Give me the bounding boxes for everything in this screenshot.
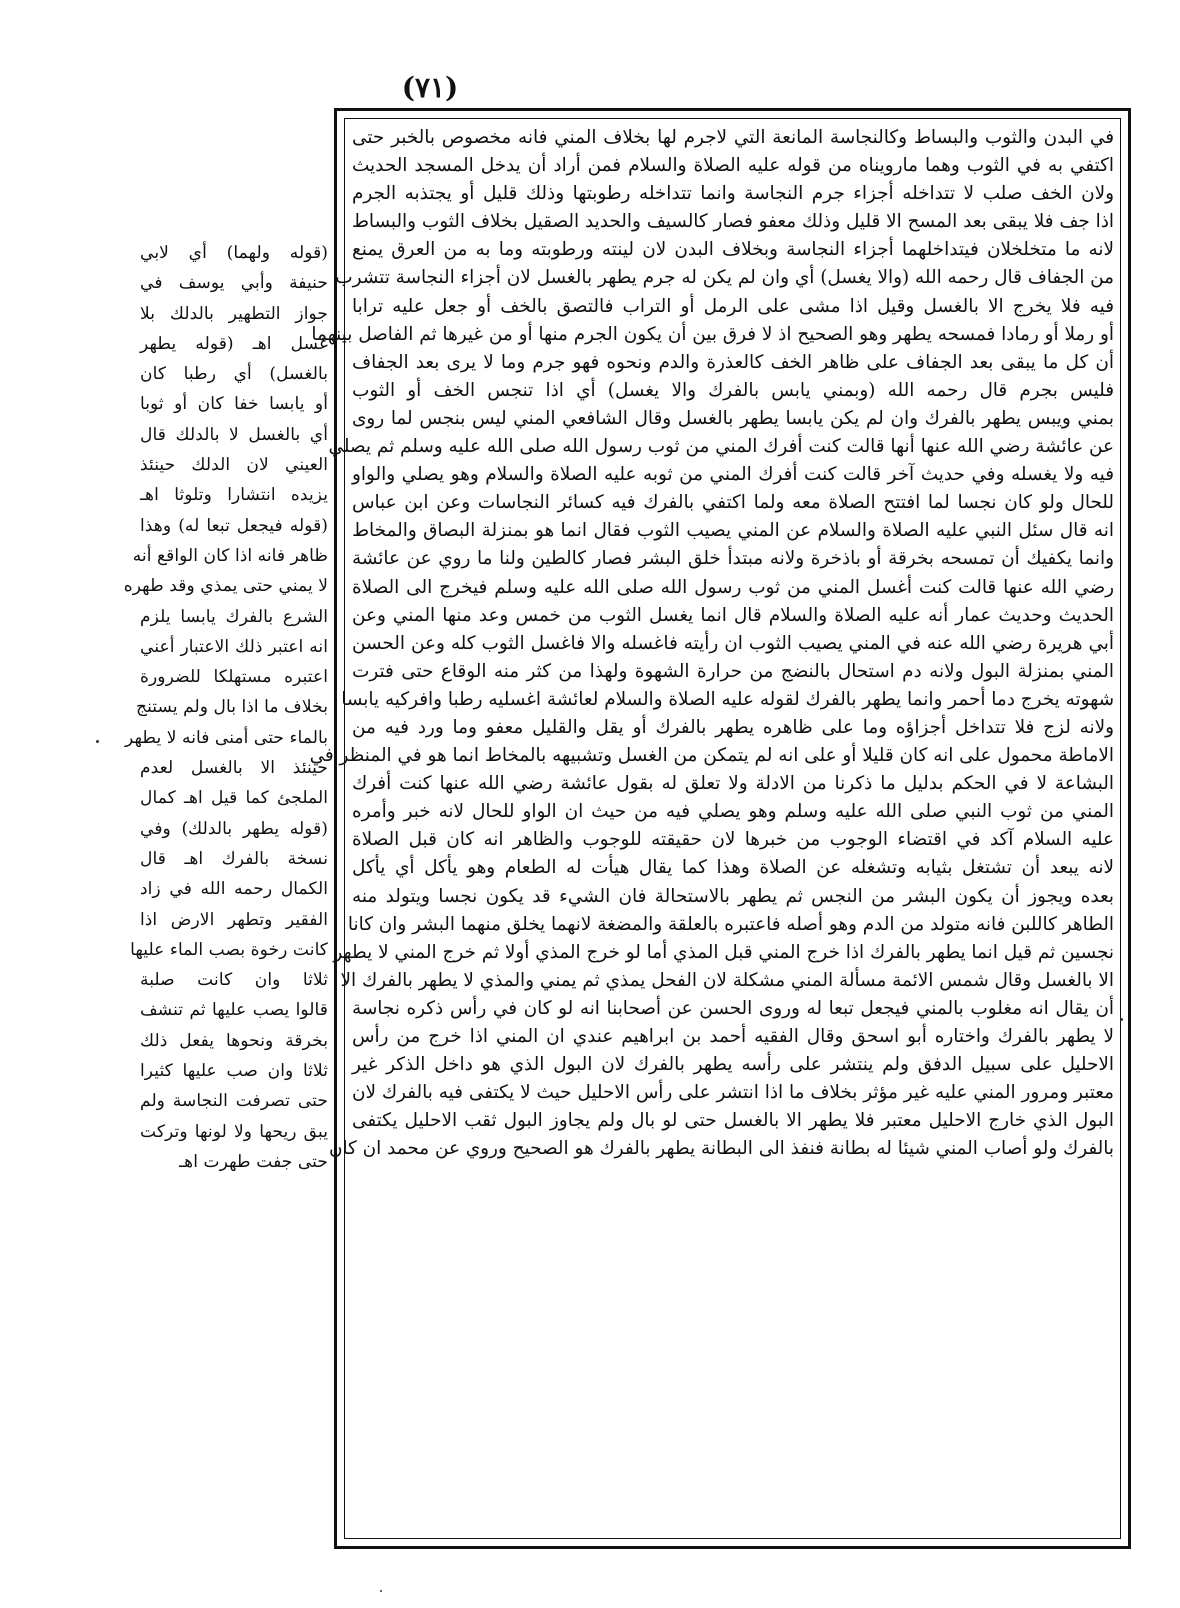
margin-note-line: اعتبره مستهلكا للضرورة — [140, 667, 328, 688]
main-text-line: البشاعة لا في الحكم بدليل ما ذكرنا من الادلة ولا تعلق له بقول عائشة رضي الله عنها كنت أفرك — [352, 773, 1114, 795]
main-text-line: فليس بجرم قال رحمه الله (وبمني يابس بالفرك والا يغسل) أي اذا تنجس الخف أو الثوب — [352, 379, 1114, 401]
main-text-line: الاماطة محمول على انه كان قليلا أو على انه لم يتمكن من الغسل وتشبيهه بالمخاط انما هو في المنظر في — [309, 745, 1114, 767]
margin-note-line: غسل اهـ (قوله يطهر — [140, 333, 328, 354]
main-text-line: عن عائشة رضي الله عنها أنها قالت كنت أفرك المني من ثوب رسول الله صلى الله عليه وسلم ثم يصلي — [328, 436, 1114, 458]
main-text-line: البول الذي خارج الاحليل معتبر فلا يطهر الا بالغسل حتى لو بال ولم يجاوز البول ثقب الاحليل يكتفى — [352, 1110, 1114, 1132]
margin-note-line: حتى جفت طهرت اهـ — [179, 1151, 328, 1172]
main-text-line: نجسين ثم قيل انما يطهر بالفرك اذا خرج المني قبل المذي أما لو خرج المذي أولا ثم خرج المني لا يطهر — [333, 941, 1114, 963]
margin-note-line: الملجئ كما قيل اهـ كمال — [140, 788, 328, 809]
main-text-line: شهوته يخرج دما أحمر وانما يطهر بالفرك لقوله عليه الصلاة والسلام لعائشة اغسليه رطبا وافركيه يابسا — [341, 688, 1114, 710]
margin-note-line: بخرقة ونحوها يفعل ذلك — [140, 1030, 328, 1051]
main-text-line: الحديث وحديث عمار أنه عليه الصلاة والسلام قال انما يغسل الثوب من خمس وعد منها المني وعن — [352, 604, 1114, 626]
main-text-line: فيه فلا يخرج الا بالغسل وقيل اذا مشى على الرمل أو التراب فالتصق بالخف أو جعل عليه ترابا — [352, 295, 1114, 317]
margin-note-line: انه اعتبر ذلك الاعتبار أعني — [140, 636, 328, 657]
margin-note-line: الكمال رحمه الله في زاد — [140, 879, 328, 900]
margin-note-line: يزيده انتشارا وتلوثا اهـ — [140, 485, 328, 506]
main-text-line: فيه ولا يغسله وفي حديث آخر قالت كنت أفرك المني من ثوبه عليه الصلاة والسلام وهو يصلي والواو — [352, 464, 1114, 486]
main-text-line: الطاهر كاللبن فانه متولد من الدم وهو أصله فاعتبره بالعلقة والمضغة لانهما يخلق منهما البشر وان كانا — [347, 913, 1114, 935]
margin-note-line: ظاهر فانه اذا كان الواقع أنه — [132, 545, 328, 566]
main-text-line: لانه ما متخلخلان فيتداخلهما أجزاء النجاسة وبخلاف البدن لان لينته ورطوبته وما به من العرق يمنع — [352, 239, 1114, 261]
margin-note-line: (قوله فيجعل تبعا له) وهذا — [140, 515, 328, 536]
main-text-line: للحال ولو كان نجسا لما افتتح الصلاة معه ولما اكتفي بالفرك فيه كسائر النجاسات وعن ابن عباس — [352, 492, 1114, 514]
main-text-line: بمني ويبس يطهر بالفرك وان لم يكن يابسا يطهر بالغسل وقال الشافعي المني ليس بنجس لما روى — [352, 407, 1114, 429]
margin-note-line: حينئذ الا بالغسل لعدم — [140, 758, 328, 779]
margin-note-line: نسخة بالفرك اهـ قال — [140, 848, 328, 869]
margin-note-line: بالماء حتى أمنى فانه لا يطهر — [124, 727, 328, 748]
margin-note-line: يبق ريحها ولا لونها وتركت — [140, 1121, 328, 1142]
margin-note-line: بالغسل) أي رطبا كان — [140, 364, 328, 385]
main-text-line: أو رملا أو رمادا فمسحه يطهر وهو الصحيح اذ لا فرق بين أن يكون الجرم منها أو من غيرها ثم الفاصل بينهما — [311, 323, 1114, 345]
margin-note-line: (قوله يطهر بالدلك) وفي — [140, 818, 328, 839]
main-text-line: المني من ثوب النبي صلى الله عليه وسلم وهو يصلي فيه من حيث ان الواو للحال لانه خبر وأمره — [352, 801, 1114, 823]
marginal-commentary — [123, 238, 328, 1172]
main-text-line: أبي هريرة رضي الله عنه في المني يصيب الثوب ان رأيته فاغسله والا فاغسل الثوب كله وعن الحسن — [352, 632, 1114, 654]
margin-note-line: قالوا يصب عليها ثم تنشف — [140, 1000, 328, 1021]
main-text-line: رضي الله عنها قالت كنت أغسل المني من ثوب رسول الله صلى الله عليه وسلم فيخرج الى الصلاة — [352, 576, 1114, 598]
main-text-line: بالفرك ولو أصاب المني شيئا له بطانة فنفذ الى البطانة يطهر بالفرك هو الصحيح وروي عن محمد ان كان — [328, 1138, 1114, 1160]
margin-note-line: ثلاثا وان صب عليها كثيرا — [140, 1061, 328, 1082]
main-text-line: المني بمنزلة البول ولانه دم استحال بالنضج من حرارة الشهوة ولهذا من كثر منه الوقاع حتى فترت — [352, 660, 1114, 682]
main-text-line: معتبر ومرور المني عليه غير مؤثر بخلاف ما اذا انتشر على رأس الاحليل حيث لا يكتفى فيه بالفرك لان — [352, 1082, 1114, 1104]
margin-note-line: حتى تصرفت النجاسة ولم — [140, 1091, 328, 1112]
main-text-line: ولان الخف صلب لا تتداخله أجزاء جرم النجاسة وانما تتداخله رطوبتها وذلك قليل أو يجتذبه الجرم — [352, 183, 1114, 205]
main-text-line: الا بالغسل وقال شمس الائمة مسألة المني مشكلة لان الفحل يمذي ثم يمني والمذي لا يطهر بالفرك الا — [340, 969, 1114, 991]
main-text-line: وانما يكفيك أن تمسحه بخرقة أو باذخرة ولانه مبتدأ خلق البشر فصار كالطين ولنا ما روي عن عائشة — [352, 548, 1114, 570]
main-text-line: ولانه لزج فلا تتداخل أجزاؤه وما على ظاهره يطهر بالفرك أو يقل والقليل معفو وما ورد فيه من — [352, 716, 1114, 738]
margin-note-line: حنيفة وأبي يوسف في — [140, 273, 328, 294]
main-text-line: اكتفي به في الثوب وهما مارويناه من قوله عليه الصلاة والسلام فمن أراد أن يدخل المسجد الحديث — [352, 155, 1114, 177]
main-text-line: في البدن والثوب والبساط وكالنجاسة المانعة التي لاجرم لها بخلاف المني فانه مخصوص بالخبر حتى — [352, 127, 1114, 148]
main-text-line: من الجفاف قال رحمه الله (والا يغسل) أي وان لم يكن له جرم يطهر بالغسل لان أجزاء النجاسة تتشرب — [335, 267, 1114, 289]
margin-note-line: أو يابسا خفا كان أو ثوبا — [140, 394, 328, 415]
main-text-block — [309, 124, 1114, 1532]
margin-note-line: الفقير وتطهر الارض اذا — [140, 909, 328, 930]
margin-note-line: ثلاثا وان كانت صلبة — [140, 970, 328, 991]
margin-note-line: كانت رخوة بصب الماء عليها — [130, 939, 328, 960]
main-text-line: الاحليل على سبيل الدفق ولم ينتشر على رأسه يطهر بالفرك لان البول الذي هو داخل الذكر غير — [352, 1054, 1114, 1076]
main-text-line: لانه يبعد أن تشتغل بثيابه وتشغله عن الصلاة وهذا كما يقال هيأت له الطعام وهو يأكل أي يأكل — [352, 857, 1114, 879]
margin-note-line: بخلاف ما اذا بال ولم يستنج — [136, 697, 328, 718]
margin-note-line: العيني لان الدلك حينئذ — [140, 455, 328, 476]
main-text-line: لا يطهر بالفرك واختاره أبو اسحق وقال الفقيه أحمد بن ابراهيم عندي ان المني اذا خرج من رأس — [352, 1026, 1114, 1047]
scan-speck — [1120, 1018, 1123, 1021]
main-text-line: أن يقال انه مغلوب بالمني فيجعل تبعا له وروى الحسن عن أصحابنا انه لو كان في رأس ذكره نجاسة — [352, 997, 1114, 1019]
main-text-line: أن كل ما يبقى بعد الجفاف على ظاهر الخف كالعذرة والدم ونحوه فهو جرم وما لا يرى بعد الجفاف — [352, 351, 1114, 373]
margin-note-line: أي بالغسل لا بالدلك قال — [140, 424, 328, 445]
main-text-line: عليه السلام آكد في اقتضاء الوجوب من خبرها لان حقيقته للوجوب والظاهر انه كان قبل الصلاة — [352, 829, 1114, 851]
margin-note-line: لا يمني حتى يمذي وقد طهره — [123, 576, 328, 597]
main-text-line: اذا جف فلا يبقى بعد المسح الا قليل وذلك معفو فصار كالسيف والحديد الصقيل بخلاف الثوب والبساط — [351, 211, 1114, 233]
main-text-line: بعده ويجوز أن يكون البشر من النجس ثم يطهر بالاستحالة فان الشيء قد يكون نجسا ويتولد منه — [352, 885, 1114, 907]
main-text-line: انه قال سئل النبي عليه الصلاة والسلام عن المني يصيب الثوب فقال انما هو بمنزلة البصاق والمخاط — [352, 520, 1114, 542]
scan-speck — [96, 740, 99, 743]
margin-note-line: (قوله ولهما) أي لابي — [140, 243, 328, 263]
margin-note-line: جواز التطهير بالدلك بلا — [140, 303, 328, 324]
page-number: (٧١) — [401, 71, 459, 104]
margin-note-line: الشرع بالفرك يابسا يلزم — [140, 606, 328, 627]
scan-speck — [380, 1590, 382, 1592]
